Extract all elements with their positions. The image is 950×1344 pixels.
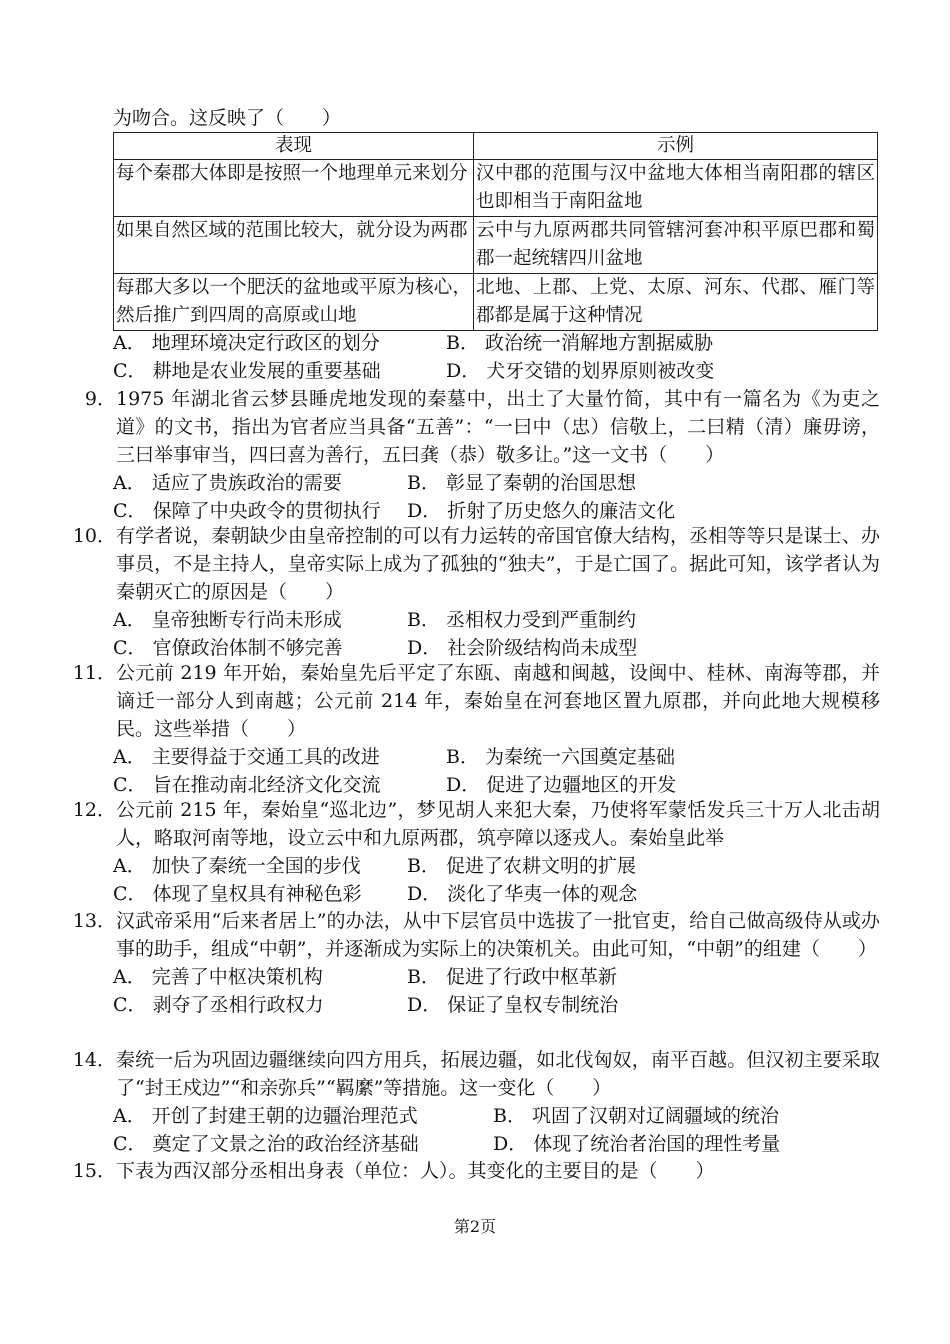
table-header-row [114,133,878,160]
option-row [113,991,880,1019]
question-stem: 公元前 219 年开始，秦始皇先后平定了东瓯、南越和闽越，设闽中、桂林、南海等郡，并谪迁一部分人到南越；公元前 214 年，秦始皇在河套地区置九原郡，并向此地大规模移民。这些举措（ ） [116,662,880,740]
table-row [114,217,878,274]
option-row [113,1130,880,1158]
question-number: 14． [72,1049,116,1071]
question-stem: 公元前 215 年，秦始皇“巡北边”，梦见胡人来犯大秦，乃使将军蒙恬发兵三十万人北击胡人，略取河南等地，设立云中和九原两郡，筑亭障以逐戎人。秦始皇此举 [116,799,880,849]
q8-table [113,132,878,331]
option-row [113,1102,880,1130]
question-11 [70,659,880,799]
question-number: 12． [72,799,116,821]
question-15 [70,1157,880,1185]
option-d: D． 保证了皇权专制统治 [407,994,619,1016]
question-12 [70,796,880,908]
option-c: C． 剥夺了丞相行政权力 [113,994,324,1016]
option-d: D． 折射了历史悠久的廉洁文化 [407,500,676,522]
option-b: B． 丞相权力受到严重制约 [407,609,637,631]
option-d: D． 促进了边疆地区的开发 [446,774,677,796]
table-cell: 云中与九原两郡共同管辖河套冲积平原巴郡和蜀郡一起统辖四川盆地 [474,217,878,274]
question-stem: 下表为西汉部分丞相出身表（单位：人）。其变化的主要目的是（ ） [116,1160,715,1182]
option-row [113,880,880,908]
option-row [113,771,880,799]
table-cell: 每郡大多以一个肥沃的盆地或平原为核心，然后推广到四周的高原或山地 [114,274,474,331]
option-c: C． 体现了皇权具有神秘色彩 [113,883,362,905]
table-row [114,160,878,217]
option-row [113,469,880,497]
question-number: 9． [84,388,116,410]
option-b: B． 政治统一消解地方割据威胁 [446,332,714,354]
option-c: C． 奠定了文景之治的政治经济基础 [113,1133,419,1155]
table-cell: 北地、上郡、上党、太原、河东、代郡、雁门等郡都是属于这种情况 [474,274,878,331]
question-number: 11． [72,662,116,684]
question-9 [70,385,880,525]
question-number: 13． [72,910,116,932]
option-a: A． 适应了贵族政治的需要 [113,472,342,494]
option-d: D． 体现了统治者治国的理性考量 [493,1133,781,1155]
option-a: A． 主要得益于交通工具的改进 [113,746,380,768]
question-number: 10． [72,525,116,547]
table-row [114,274,878,331]
option-b: B． 彰显了秦朝的治国思想 [407,472,637,494]
option-row [113,963,880,991]
option-b: B． 促进了农耕文明的扩展 [407,855,637,877]
option-d: D． 淡化了华夷一体的观念 [407,883,638,905]
table-header-cell: 表现 [114,133,474,160]
option-row [113,329,880,357]
q8-options [70,329,880,385]
option-c: C． 保障了中央政令的贯彻执行 [113,500,381,522]
question-stem: 1975 年湖北省云梦县睡虎地发现的秦墓中，出土了大量竹简，其中有一篇名为《为吏之道》的文书，指出为官者应当具备“五善”：“一曰中（忠）信敬上，二曰精（清）廉毋谤，三曰举事审当，四曰喜为善行，五曰龚（恭）敬多让。”这一文书（ ） [116,388,880,466]
table-cell: 如果自然区域的范围比较大，就分设为两郡 [114,217,474,274]
question-number: 15． [72,1160,116,1182]
option-row [113,606,880,634]
option-b: B． 巩固了汉朝对辽阔疆域的统治 [493,1105,780,1127]
option-a: A． 完善了中枢决策机构 [113,966,323,988]
option-d: D． 犬牙交错的划界原则被改变 [446,360,715,382]
question-stem: 汉武帝采用“后来者居上”的办法，从中下层官员中选拔了一批官吏，给自己做高级侍从或办事的助手，组成“中朝”，并逐渐成为实际上的决策机关。由此可知，“中朝”的组建（ ） [116,910,880,960]
question-stem: 秦统一后为巩固边疆继续向四方用兵，拓展边疆，如北伐匈奴，南平百越。但汉初主要采取了“封王戍边”“和亲弥兵”“羁縻”等措施。这一变化（ ） [116,1049,880,1099]
question-stem: 有学者说，秦朝缺少由皇帝控制的可以有力运转的帝国官僚大结构，丞相等等只是谋士、办事员，不是主持人，皇帝实际上成为了孤独的“独夫”，于是亡国了。据此可知，该学者认为秦朝灭亡的原因是（ ） [116,525,880,603]
option-a: A． 加快了秦统一全国的步伐 [113,855,361,877]
option-c: C． 旨在推动南北经济文化交流 [113,774,381,796]
option-row [113,852,880,880]
option-c: C． 耕地是农业发展的重要基础 [113,360,381,382]
option-row [113,357,880,385]
option-b: B． 为秦统一六国奠定基础 [446,746,676,768]
option-row [113,497,880,525]
question-14 [70,1046,880,1158]
table-header-cell: 示例 [474,133,878,160]
page-number: 第2页 [453,1217,497,1236]
option-d: D． 社会阶级结构尚未成型 [407,637,638,659]
option-a: A． 皇帝独断专行尚未形成 [113,609,342,631]
question-10 [70,522,880,662]
table-cell: 每个秦郡大体即是按照一个地理单元来划分 [114,160,474,217]
q8-stem-tail: 为吻合。这反映了（ ） [113,107,342,129]
option-a: A． 开创了封建王朝的边疆治理范式 [113,1105,418,1127]
option-b: B． 促进了行政中枢革新 [407,966,618,988]
table-cell: 汉中郡的范围与汉中盆地大体相当南阳郡的辖区也即相当于南阳盆地 [474,160,878,217]
option-c: C． 官僚政治体制不够完善 [113,637,343,659]
option-row [113,634,880,662]
option-a: A． 地理环境决定行政区的划分 [113,332,380,354]
option-row [113,743,880,771]
question-13 [70,907,880,1019]
